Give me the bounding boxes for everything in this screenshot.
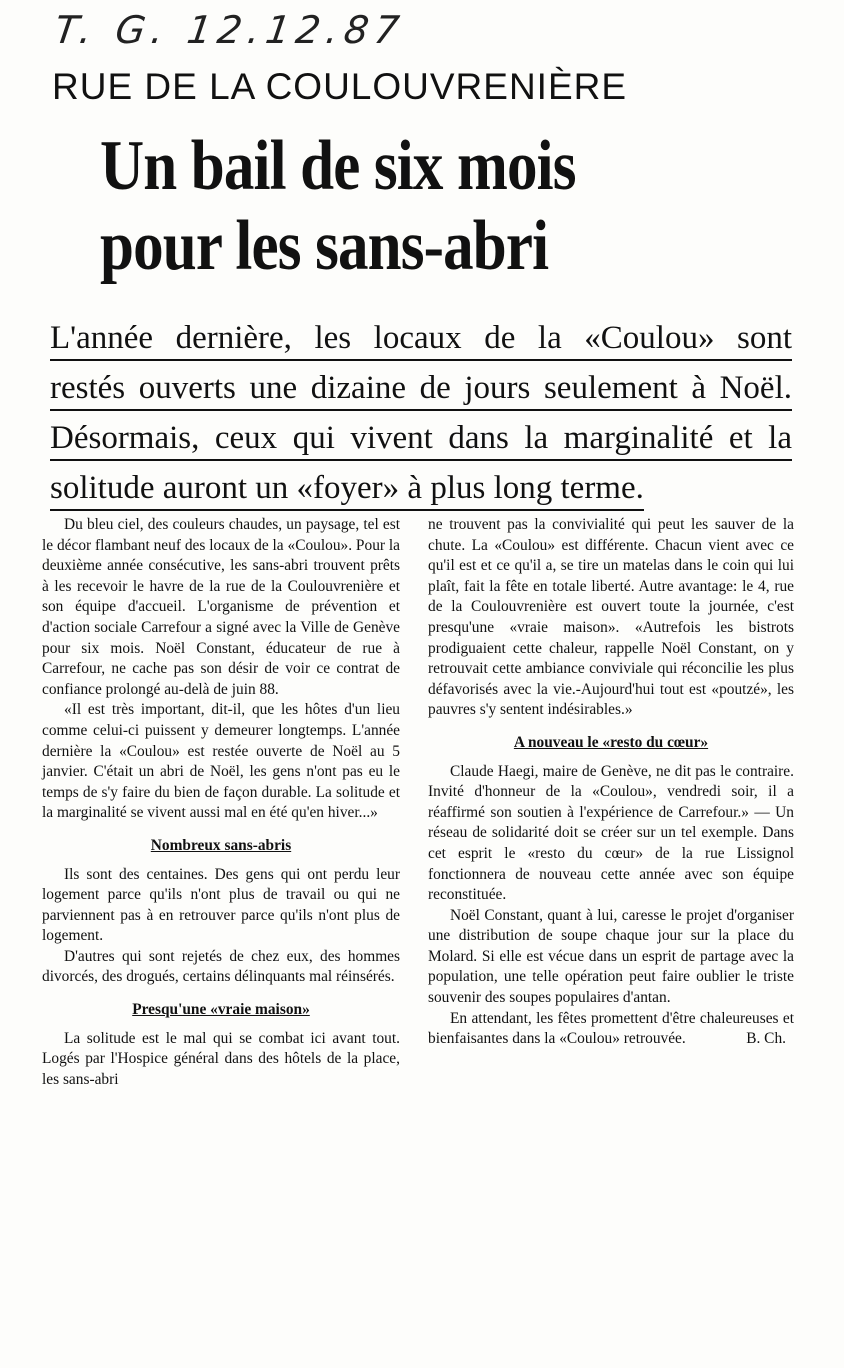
article-lead (50, 314, 792, 514)
section-subheading: Presqu'une «vraie maison» (132, 1001, 310, 1019)
section-subheading: Nombreux sans-abris (150, 836, 292, 854)
handwritten-date-note: T. G. 12.12.87 (51, 8, 408, 52)
lead-line: solitude auront un «foyer» à plus long terme. (50, 464, 644, 511)
body-paragraph: Ils sont des centaines. Des gens qui ont perdu leur logement parce qu'ils n'ont plus de travail ou qui ne parviennent pas à en retrouver parce qu'ils n'ont plus de logement. (42, 865, 400, 945)
article-kicker: RUE DE LA COULOUVRENIÈRE (52, 66, 628, 107)
body-paragraph: Noël Constant, quant à lui, caresse le projet d'organiser une distribution de soupe chaque jour sur la place du Molard. Si elle est vécue dans un esprit de partage avec la population, une telle opération peut faire oublier le triste souvenir des soupes populaires d'antan. (428, 906, 794, 1007)
article-headline (100, 126, 702, 286)
body-paragraph: La solitude est le mal qui se combat ici avant tout. Logés par l'Hospice général dans des hôtels de la place, les sans-abri (42, 1029, 400, 1088)
closing-text: En attendant, les fêtes promettent d'être chaleureuses et bienfaisantes dans la «Coulou» retrouvée. (428, 1009, 794, 1048)
author-signature: B. Ch. (746, 1030, 786, 1048)
headline-line-1: Un bail de six mois (100, 127, 576, 205)
section-subheading: A nouveau le «resto du cœur» (513, 733, 709, 751)
article-column-right (428, 515, 794, 1050)
body-paragraph (428, 1009, 794, 1050)
body-paragraph: Claude Haegi, maire de Genève, ne dit pas le contraire. Invité d'honneur de la «Coulou», vendredi soir, il a réaffirmé son soutien à l'expérience de Carrefour.» — Un réseau de solidarité doit se créer sur un tel exemple. Dans cet esprit le «resto du cœur» de la rue Lissignol fonctionnera de nouveau cette année avec son équipe reconstituée. (428, 762, 794, 904)
article-column-left (42, 515, 400, 1090)
lead-line: L'année dernière, les locaux de la «Coulou» sont (50, 314, 792, 361)
body-paragraph: Du bleu ciel, des couleurs chaudes, un paysage, tel est le décor flambant neuf des locaux de la «Coulou». Pour la deuxième année consécutive, les sans-abri trouvent prêts à les recevoir le havre de la rue de la Coulouvrenière et son équipe d'accueil. L'organisme de prévention et d'action sociale Carrefour a signé avec la Ville de Genève pour six mois. Noël Constant, éducateur de rue à Carrefour, ne cache pas son désir de voir ce contrat de confiance prolongé au-delà de juin 88. (42, 516, 400, 698)
headline-line-2: pour les sans-abri (100, 207, 549, 285)
body-paragraph: D'autres qui sont rejetés de chez eux, des hommes divorcés, des drogués, certains délinquants mal réinsérés. (42, 947, 400, 986)
body-paragraph: «Il est très important, dit-il, que les hôtes d'un lieu comme celui-ci puissent y demeurer longtemps. L'année dernière la «Coulou» est restée ouverte de Noël au 5 janvier. C'était un abri de Noël, les gens n'ont pas eu le temps de s'y faire du bien de façon durable. La solitude et la marginalité se vivent aussi mal en été qu'en hiver...» (42, 701, 400, 822)
lead-line: Désormais, ceux qui vivent dans la marginalité et la (50, 414, 792, 461)
lead-line: restés ouverts une dizaine de jours seulement à Noël. (50, 364, 792, 411)
body-paragraph: ne trouvent pas la convivialité qui peut les sauver de la chute. La «Coulou» est différente. Chacun vient avec ce qu'il est et ce qu'il a, se tire un matelas dans le coin qui lui plaît, fait la fête en totale liberté. Autre avantage: le 4, rue de la Coulouvrenière est ouvert toute la journée, c'est presqu'une «vraie maison». «Autrefois les bistrots prodiguaient cette chaleur, rappelle Noël Constant, on y retrouvait cette ambiance conviviale qui réconcilie les plus défavorisés avec la vie.-Aujourd'hui tout est «poutzé», les pauvres s'y sentent indésirables.» (428, 516, 794, 719)
